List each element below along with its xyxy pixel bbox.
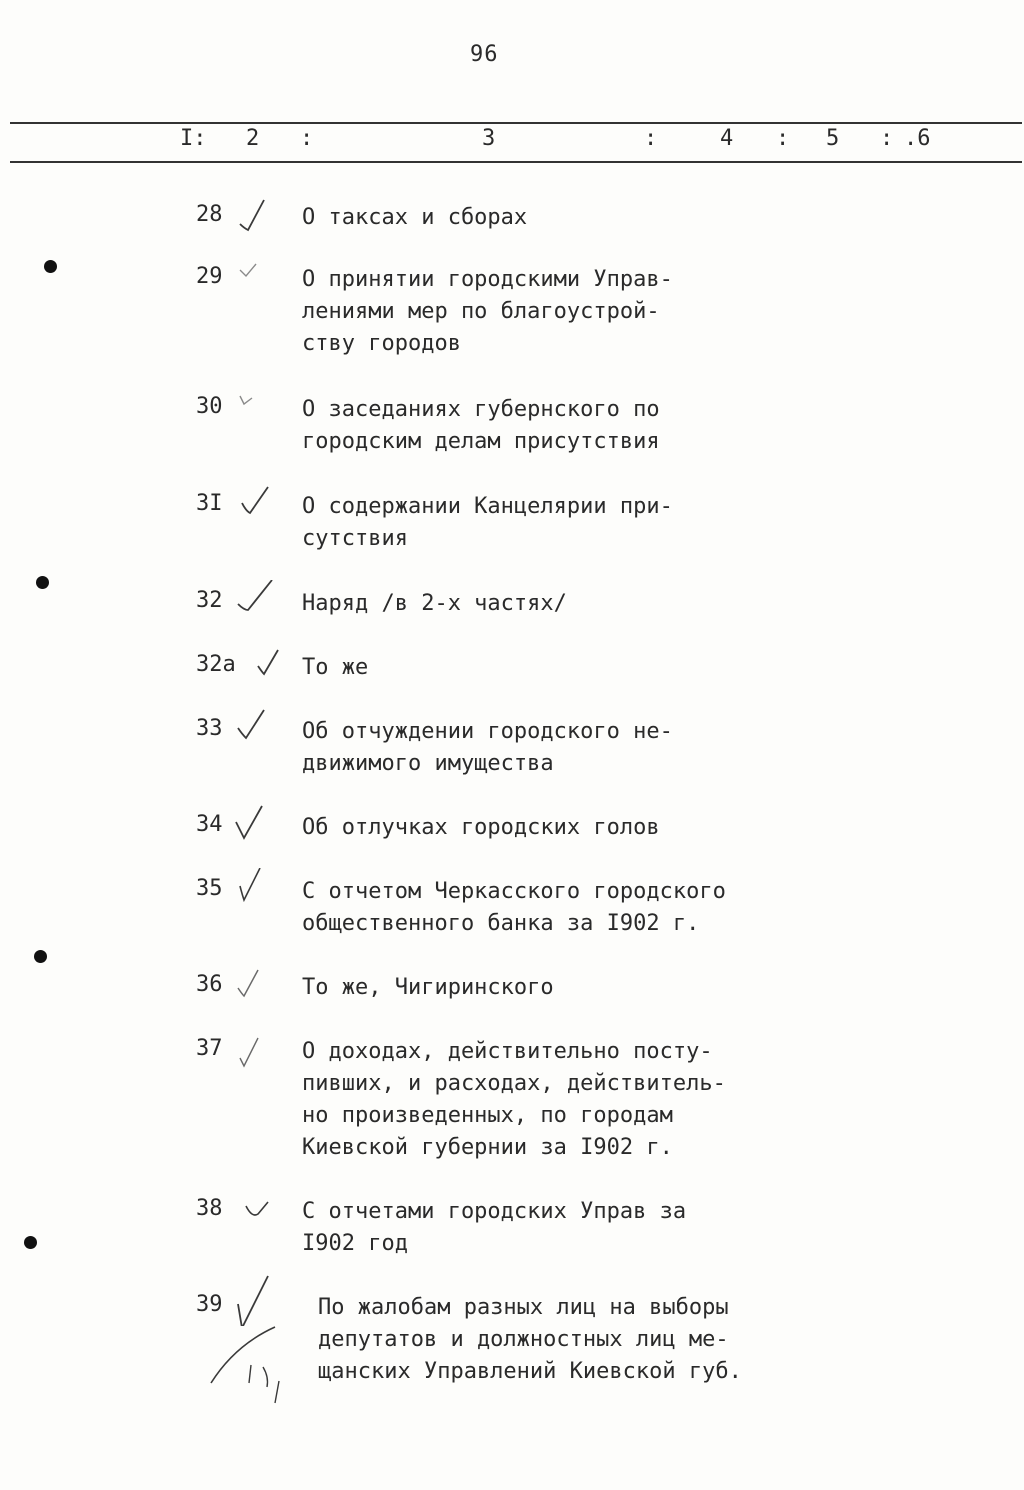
header-bottom-rule [10,161,1022,163]
item-title [302,812,660,844]
item-title [302,588,567,620]
checkmark-icon [234,194,274,234]
item-title [302,394,660,458]
punch-hole [44,260,57,273]
item-number: 33 [196,716,223,741]
item-title [302,1036,726,1164]
item-number: 30 [196,394,223,419]
checkmark-icon [234,868,274,908]
header-separator-2: : [644,126,658,151]
item-title-line: О принятии городскими Управ- [302,267,673,292]
item-title-line: депутатов и должностных лиц ме- [318,1327,729,1352]
item-title-line: I902 год [302,1231,408,1256]
header-col-6: .6 [904,126,931,151]
item-title [302,491,673,555]
item-title-line: щанских Управлений Киевской губ. [318,1359,742,1384]
item-title [302,972,554,1004]
item-title-line: пивших, и расходах, действитель- [302,1071,726,1096]
item-title-line: Об отлучках городских голов [302,815,660,840]
item-title-line: ству городов [302,331,461,356]
item-title-line: О доходах, действительно посту- [302,1039,713,1064]
item-title-line: но произведенных, по городам [302,1103,673,1128]
item-title-line: О таксах и сборах [302,205,528,230]
checkmark-icon [234,386,274,426]
item-number: 3I [196,491,223,516]
item-title [302,876,726,940]
item-title-line: городским делам присутствия [302,429,660,454]
item-number: 39 [196,1292,223,1317]
item-title-line: О заседаниях губернского по [302,397,660,422]
item-title [302,716,673,780]
punch-hole [24,1236,37,1249]
item-title-line: лениями мер по благоустрой- [302,299,660,324]
checkmark-icon [252,644,292,684]
header-separator-1: : [300,126,314,151]
header-col-3: 3 [482,126,496,151]
header-separator-4: : [880,126,894,151]
header-top-rule [10,122,1022,124]
item-number: 32 [196,588,223,613]
item-number: 32а [196,652,236,677]
item-title-line: Киевской губернии за I902 г. [302,1135,673,1160]
header-col-4: 4 [720,126,734,151]
item-title-line: движимого имущества [302,751,554,776]
item-number: 36 [196,972,223,997]
header-col-5: 5 [826,126,840,151]
item-title [302,652,368,684]
item-title-line: То же, Чигиринского [302,975,554,1000]
checkmark-icon [234,1028,274,1068]
item-title-line: Об отчуждении городского не- [302,719,673,744]
checkmark-icon [234,483,274,523]
header-col-1: I: [180,126,207,151]
punch-hole [34,950,47,963]
item-title-line: С отчетами городских Управ за [302,1199,687,1224]
checkmark-icon [234,580,274,620]
item-title [318,1292,742,1388]
page-number: 96 [470,42,499,67]
item-number: 29 [196,264,223,289]
item-title [302,202,527,234]
item-title-line: общественного банка за I902 г. [302,911,700,936]
checkmark-icon [234,256,274,296]
item-number: 34 [196,812,223,837]
item-title-line: По жалобам разных лиц на выборы [318,1295,729,1320]
checkmark-icon [234,1266,274,1326]
item-title-line: То же [302,655,369,680]
item-title-line: О содержании Канцелярии при- [302,494,673,519]
checkmark-icon [234,708,274,748]
checkmark-icon [234,964,274,1004]
header-separator-3: : [776,126,790,151]
item-number: 28 [196,202,223,227]
item-number: 35 [196,876,223,901]
checkmark-icon [242,1188,282,1228]
item-title [302,264,673,360]
item-title [302,1196,686,1260]
checkmark-icon [234,804,274,844]
item-number: 37 [196,1036,223,1061]
header-col-2: 2 [246,126,260,151]
item-title-line: сутствия [302,526,408,551]
item-title-line: Наряд /в 2-х частях/ [302,591,567,616]
pencil-scribble-icon [205,1325,295,1405]
item-number: 38 [196,1196,223,1221]
punch-hole [36,576,49,589]
item-title-line: С отчетом Черкасского городского [302,879,726,904]
